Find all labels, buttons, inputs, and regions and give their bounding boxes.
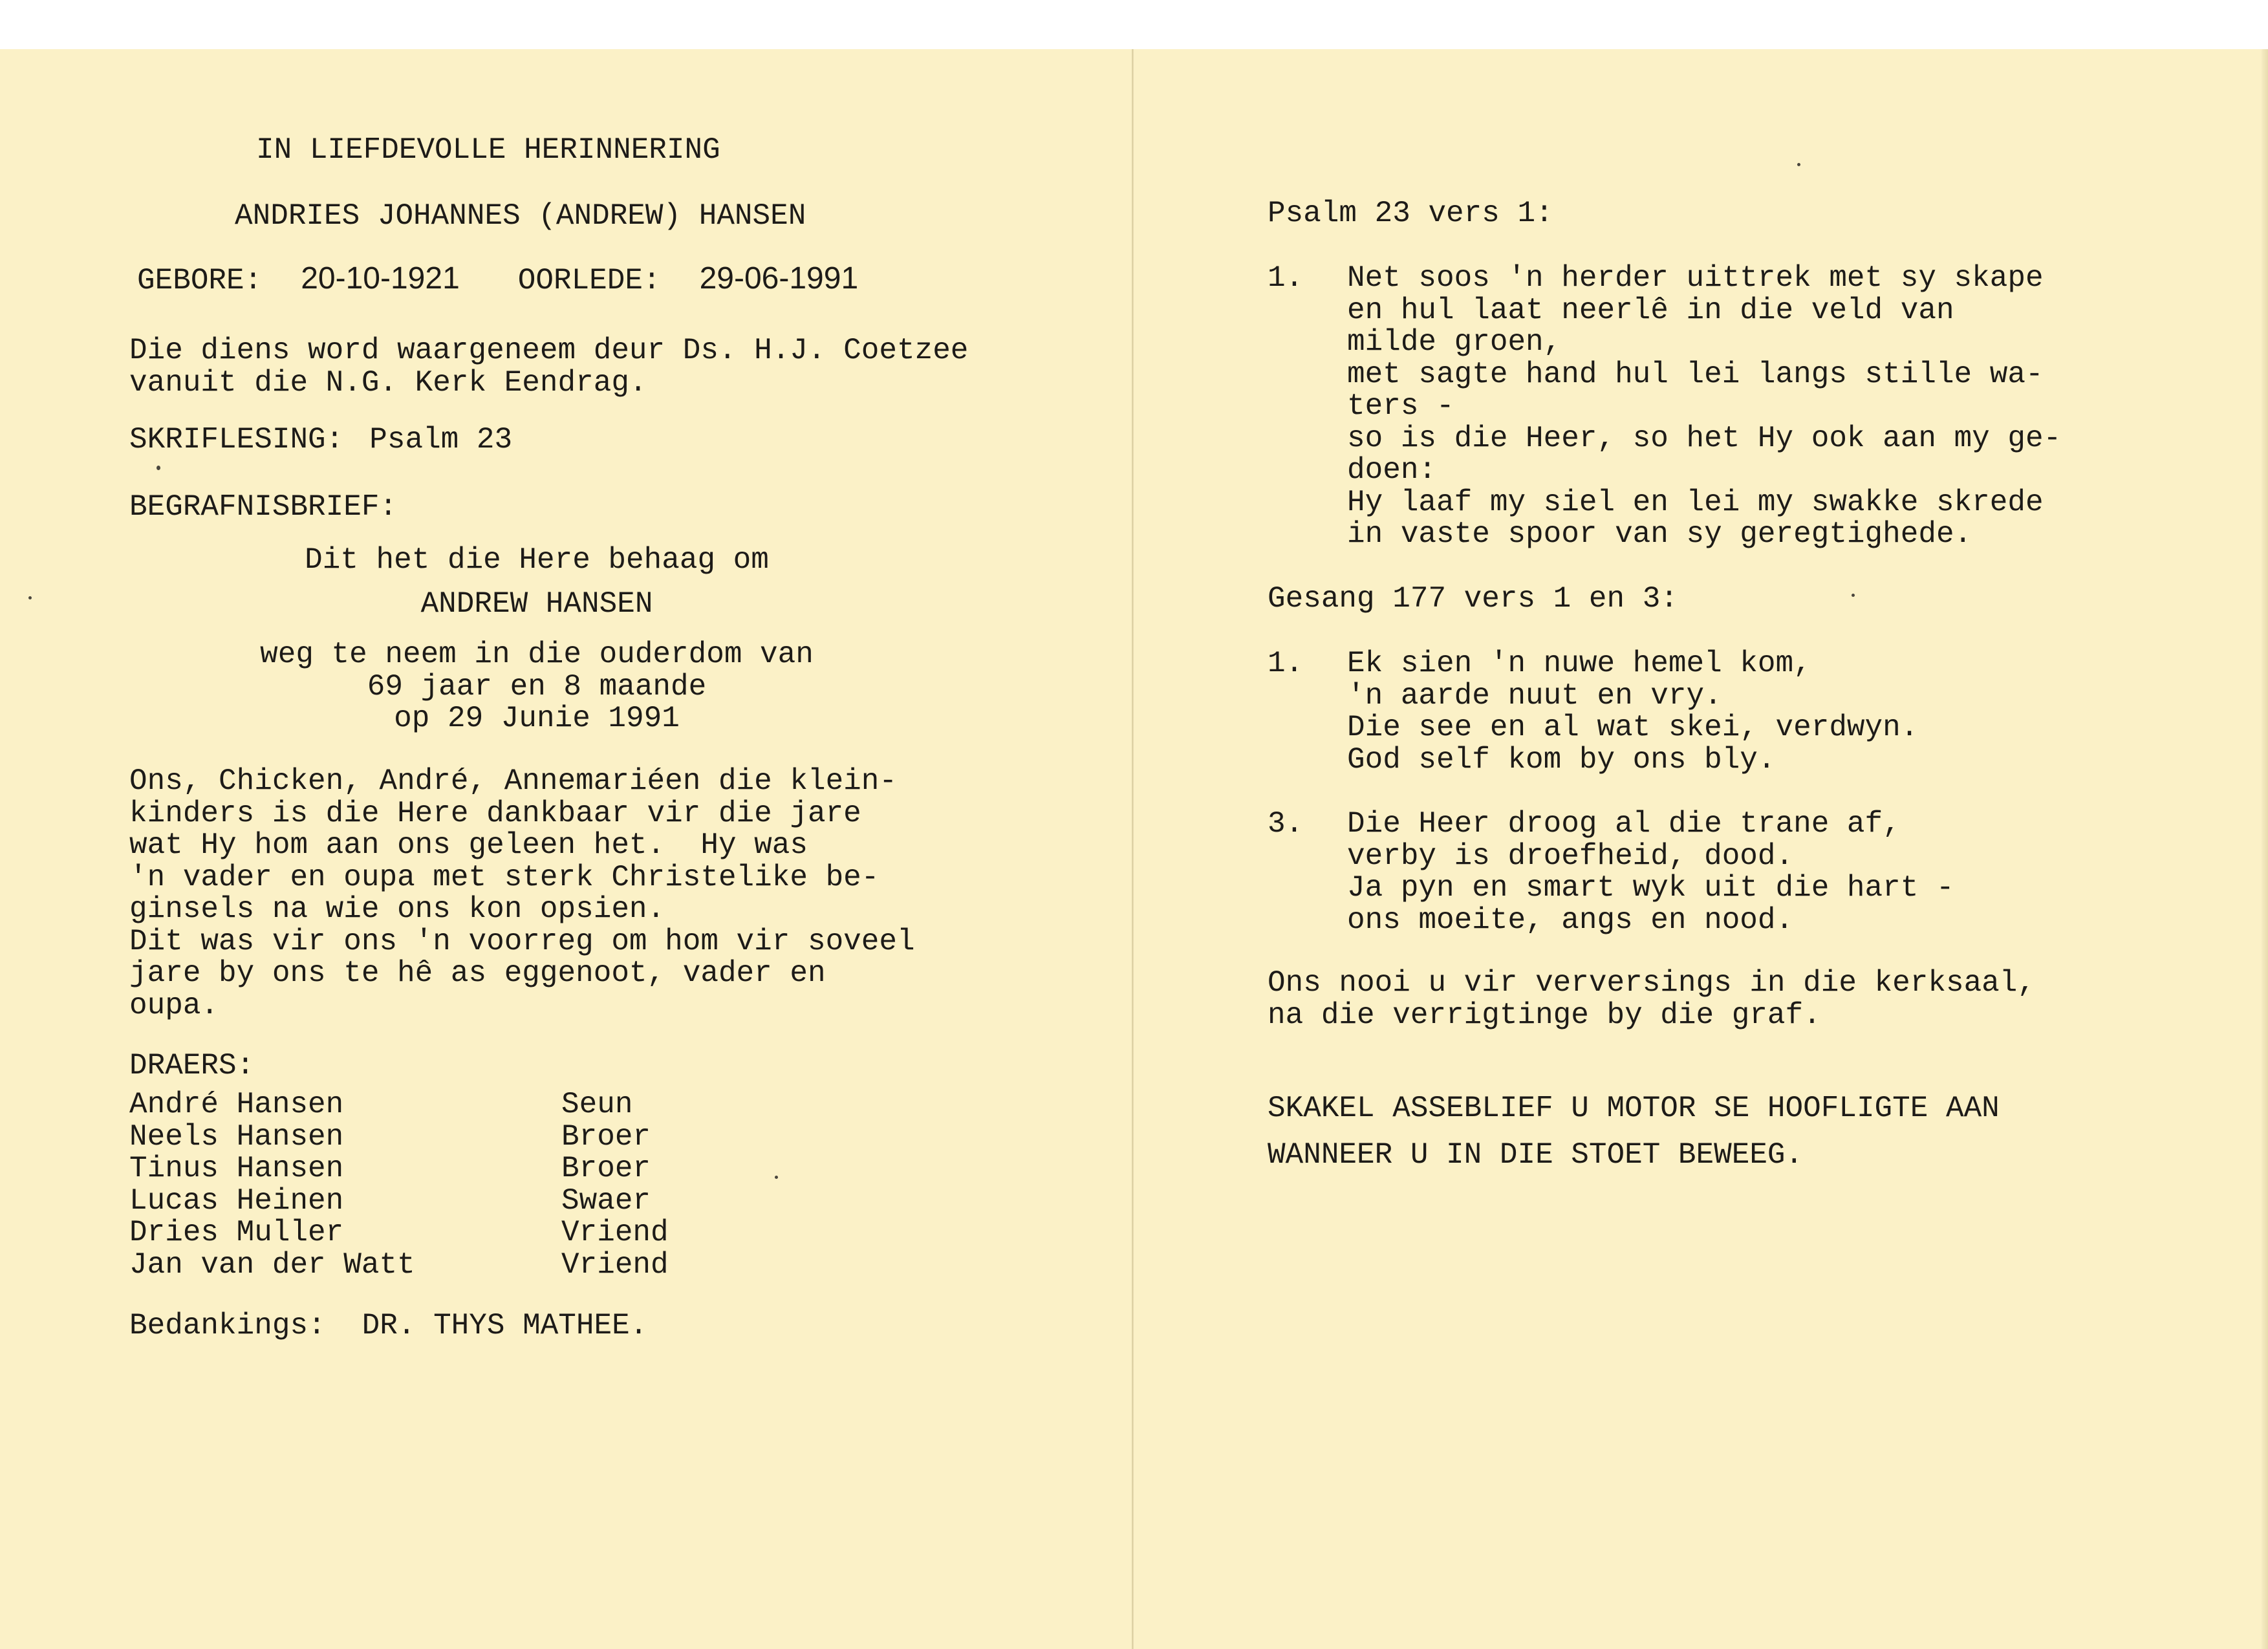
scripture-value: Psalm 23	[369, 423, 513, 457]
left-page	[0, 49, 1132, 1649]
thanks-label: Bedankings:	[129, 1309, 326, 1342]
scripture-line	[129, 424, 512, 457]
dates-line	[137, 263, 858, 297]
refreshments-invitation: Ons nooi u vir verversings in die kerksaal, na die verrigtinge by die graf.	[1268, 966, 2035, 1032]
funeral-letter-label: BEGRAFNISBRIEF:	[129, 490, 398, 524]
right-page	[1134, 49, 2268, 1649]
hymn-title: Gesang 177 vers 1 en 3:	[1268, 582, 1678, 616]
psalm-title: Psalm 23 vers 1:	[1268, 197, 1553, 230]
bearers-label: DRAERS:	[129, 1049, 255, 1083]
ink-speck	[1797, 163, 1800, 166]
bearer-relation: Vriend	[561, 1216, 669, 1249]
born-label: GEBORE:	[137, 264, 263, 297]
ink-speck	[28, 596, 32, 599]
bearer-name: André Hansen	[129, 1088, 344, 1121]
hymn-verse-1-number: 1.	[1268, 647, 1304, 680]
bearer-row	[129, 1217, 776, 1249]
bearer-relation: Vriend	[561, 1247, 669, 1282]
bearer-name: Lucas Heinen	[129, 1183, 344, 1218]
bearer-relation: Broer	[561, 1152, 651, 1185]
bearer-row	[129, 1121, 776, 1154]
bearers-list	[129, 1089, 776, 1281]
bearer-relation: Broer	[561, 1119, 651, 1154]
bearer-name: Neels Hansen	[129, 1119, 344, 1154]
announcement-line: Dit het die Here behaag om	[305, 543, 769, 577]
bearer-name: Jan van der Watt	[129, 1247, 415, 1282]
ink-speck	[157, 466, 160, 470]
ink-speck	[775, 1176, 778, 1179]
psalm-verse-text: Net soos 'n herder uittrek met sy skape en hul laat neerlê in die veld van milde groen, met sagte hand hul lei langs stille wa- ters - so is die Heer, so het Hy ook aan my ge- doen: Hy laaf my siel en lei my swakke skrede in vaste spoor van sy geregtighede.	[1347, 261, 2062, 551]
born-date: 20-10-1921	[301, 261, 460, 296]
announcement-name: ANDREW HANSEN	[420, 587, 653, 621]
bearer-relation: Seun	[561, 1088, 633, 1121]
ink-speck	[1852, 594, 1855, 597]
died-date: 29-06-1991	[699, 261, 859, 296]
family-tribute: Ons, Chicken, André, Annemariéen die klein- kinders is die Here dankbaar vir die jare wat Hy hom aan ons geleen het. Hy was 'n vader en oupa met sterk Christelike be- ginsels na wie ons kon opsien. Dit was vir ons 'n voorreg om hom vir soveel jare by ons te hê as eggenoot, vader en oupa.	[129, 764, 915, 1022]
died-label: OORLEDE:	[517, 264, 661, 297]
bearer-row	[129, 1185, 776, 1218]
deceased-full-name: ANDRIES JOHANNES (ANDREW) HANSEN	[235, 199, 806, 233]
hymn-verse-3-text: Die Heer droog al die trane af, verby is droefheid, dood. Ja pyn en smart wyk uit die hart - ons moeite, angs en nood.	[1347, 807, 1954, 937]
headlights-notice-line1: SKAKEL ASSEBLIEF U MOTOR SE HOOFLIGTE AAN	[1268, 1092, 2000, 1125]
bearer-name: Tinus Hansen	[129, 1152, 344, 1185]
hymn-verse-3-number: 3.	[1268, 807, 1304, 841]
thanks-line	[129, 1310, 647, 1342]
headlights-notice-line2: WANNEER U IN DIE STOET BEWEEG.	[1268, 1138, 1804, 1172]
bearer-name: Dries Muller	[129, 1216, 344, 1249]
announcement-age: weg te neem in die ouderdom van 69 jaar en 8 maande op 29 Junie 1991	[260, 638, 814, 735]
thanks-value: DR. THYS MATHEE.	[362, 1309, 648, 1342]
bearer-row	[129, 1153, 776, 1185]
memorial-heading: IN LIEFDEVOLLE HERINNERING	[256, 133, 720, 167]
bearer-row	[129, 1089, 776, 1121]
service-officiant: Die diens word waargeneem deur Ds. H.J. Coetzee vanuit die N.G. Kerk Eendrag.	[129, 334, 969, 400]
scripture-label: SKRIFLESING:	[129, 423, 344, 457]
bearer-relation: Swaer	[561, 1183, 651, 1218]
psalm-verse-number: 1.	[1268, 261, 1304, 295]
bearer-row	[129, 1249, 776, 1282]
hymn-verse-1-text: Ek sien 'n nuwe hemel kom, 'n aarde nuut en vry. Die see en al wat skei, verdwyn. God self kom by ons bly.	[1347, 647, 1919, 777]
